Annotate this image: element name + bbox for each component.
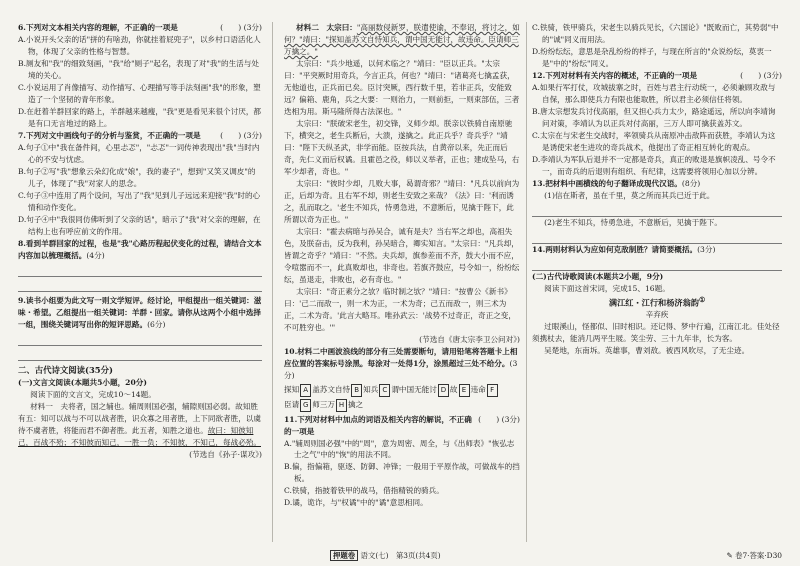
subsection-2-intro: 阅读下面这首宋词，完成15、16题。 <box>544 283 670 293</box>
q12-option-a: A.如果行军打仗，攻城拔寨之时，百姓与君主行动统一，必须兼顾攻敌与自保，那么即使兵力有限也能取胜，所以君主必须信任将领。 <box>532 82 776 104</box>
question-7 <box>18 130 262 238</box>
answer-paren[interactable]: ( ) <box>220 23 242 32</box>
material-2-p6: 太宗曰："奇正素分之欤？临时制之欤？"靖曰："按曹公《新书》曰：'己二而敌一，则一术为正，一术为奇；己五而敌一，则三术为正，二术为奇。'此言大略耳。唯孙武云：'战势不过奇正，奇正之变，不可胜穷也。'" <box>284 286 516 332</box>
q6-score: (3分) <box>243 23 262 32</box>
poem-line-1: 过眼溪山，怪都似、旧时相识。还记得、梦中行遍，江南江北。佳处径须携杖去，能消几两平生屐。笑尘劳、三十九年非，长为客。 <box>532 322 780 344</box>
answer-line[interactable] <box>18 262 262 277</box>
q10-score: (3分) <box>284 358 518 380</box>
sentence-break-row <box>284 399 520 412</box>
break-box-h[interactable]: H <box>336 399 347 412</box>
q14-score: (3分) <box>697 244 716 254</box>
break-box-g[interactable]: G <box>300 399 311 412</box>
material-1-text <box>18 401 262 449</box>
q8-score: (4分) <box>86 250 105 260</box>
q13-sentence-2: (2)老生不知兵，恃勇急进，不意断后，见擒于陛下。 <box>544 217 722 227</box>
break-box-b[interactable]: B <box>351 384 362 397</box>
sentence-break-row <box>284 384 520 397</box>
material-2-p2: 太宗曰："兵少地遥，以何术临之？"靖曰："臣以正兵。"太宗曰："平突厥时用奇兵，今言正兵，何也？"靖曰："诸葛亮七擒孟获，无他道也，正兵而已矣。臣讨突厥，西行数千里，若非正兵，安能致远？偏箱、鹿角，兵之大要：一则治力，一则前拒，一则束部伍，三者迭相为用。斯马隆所得古法深也。" <box>284 58 520 116</box>
material-1-part-a: 材料一 夫将者，国之辅也。辅周则国必强，辅隙则国必弱。故知胜有五：知可以战与不可以战者胜，识众寡之用者胜，上下同欲者胜，以虞待不虞者胜，将能而君不御者胜。此五者，知胜之道也。 <box>18 401 261 435</box>
q11-option-c: C.铁骑，指披着铁甲的战马，借指精锐的骑兵。 <box>284 486 444 496</box>
q9-score: (6分) <box>147 319 166 329</box>
answer-line[interactable] <box>18 346 262 361</box>
question-9 <box>18 295 262 361</box>
q6-option-b: B.厕友和"我"的细致刻画，"我"给"厕子"起名，表现了对"我"的生活与处境的关心。 <box>18 58 259 80</box>
q6-option-c: C.小说运用了肖像描写、动作描写、心理描写等手法刻画"我"的形象，塑造了一个坚韧的青年形象。 <box>18 82 261 104</box>
material-2-wavy-text: "高丽数侵新罗，朕遣使谕，不奉诏，将讨之，如何？"靖曰："探知盖苏文自恃知兵，谓中国无能讨，故违命。臣请师三万擒之。" <box>284 23 520 56</box>
q12-option-c: C.太宗在与宋老生交战时，率领骑兵从南原冲击敌阵而获胜，李靖认为这是诱使宋老生进攻的奇兵战术，他提出了奇正相互转化的观点。 <box>532 130 776 152</box>
q11-score: (3分) <box>501 414 520 424</box>
section-2-title: 二、古代诗文阅读(35分) <box>18 364 113 375</box>
q6-option-d: D.在赶着羊群回家的路上，羊群越来越瘦，"我"更是看见来很个讨厌，都是有口无言地过的路上。 <box>18 106 262 128</box>
answer-code <box>727 550 782 562</box>
question-12 <box>532 70 782 178</box>
q12-option-b: B.唐太宗想发兵讨伐高丽，但又担心兵力太少，路途遥远，所以向李靖询问对策，李靖认为以正兵对付高丽，三万人即可擒获盖苏文。 <box>532 106 776 128</box>
q7-score: (3分) <box>243 130 262 140</box>
q13-sentence-1: (1)信在斯者，虽在千里，莫之所而其兵已近于此。 <box>544 190 715 200</box>
material-2-p1 <box>284 22 520 58</box>
footer-page-info: 语文(七) 第3页(共4页) <box>360 551 441 561</box>
material-2-p5: 太宗曰："霍去病暗与孙吴合，诚有是夫？当右军之却也，高祖失色，及朕奋击，反为我利，孙吴暗合，卿实知言。"太宗曰："凡兵却，皆谓之奇乎？"靖曰："不然。夫兵却，旗参差而不齐，鼓大小而不应，令喧嚣而不一，此真败却也，非奇也。若旗齐鼓应，号令如一，纷纷纭纭，虽退走，非败也，必有奇也。" <box>284 226 520 284</box>
question-8 <box>18 238 262 292</box>
material-1-source: (节选自《孙子·谋攻》) <box>189 449 262 459</box>
segment-text: 探知 <box>284 385 300 395</box>
answer-line[interactable] <box>532 256 782 271</box>
material-1-part-b: 故曰：知彼知己，百战不殆；不知彼而知己，一胜一负；不知彼，不知己，每战必殆。 <box>18 425 261 447</box>
break-box-f[interactable]: F <box>487 384 498 397</box>
segment-text: 谓中国无能讨 <box>391 385 437 395</box>
break-box-c[interactable]: C <box>379 384 390 397</box>
subsection-2-title: (二)古代诗歌阅读(本题共2小题，9分) <box>532 271 664 281</box>
answer-paren[interactable]: ( ) <box>220 130 242 140</box>
poem-author: 辛弃疾 <box>645 310 669 320</box>
answer-line[interactable] <box>532 229 782 244</box>
q13-stem: 13.把材料中画横线的句子翻译成现代汉语。 <box>532 178 682 188</box>
question-11 <box>284 414 520 510</box>
question-13 <box>532 178 782 244</box>
material-2-p4: 太宗曰："彼时少却，几败大事，曷谓奇邪？"靖曰："凡兵以前向为正，后却为奇。且右军不却，则老生安致之来哉？《法》曰：'利而诱之，乱而取之。'老生不知兵，恃勇急进，不意断后，见擒于陛下，此所谓以奇为正也。" <box>284 178 520 224</box>
q7-option-c: C.句子③中连用了两个设问，写出了"我"见到儿子远远来迎接"我"时的心情和动作变化。 <box>18 190 261 212</box>
segment-text: 臣请 <box>284 400 300 410</box>
answer-paren[interactable]: ( ) <box>478 414 500 424</box>
material-2-p3: 太宗曰："朕破宋老生，初交锋，义师少却。朕亲以铁骑自南原驰下，横突之，老生兵断后，大溃，遂擒之。此正兵乎？奇兵乎？"靖曰："陛下天纵圣武，非学而能。臣按兵法，自黄帝以来，先正而后奇，先仁义而后权谲。且霍邑之役，师以义举者，正也；建成坠马，右军少却者，奇也。" <box>284 118 520 176</box>
q11-option-d: D.谲，诡诈，与"权谲"中的"谲"意思相同。 <box>284 498 428 508</box>
question-14 <box>532 244 782 271</box>
answer-line[interactable] <box>18 331 262 346</box>
answer-line[interactable] <box>18 277 262 292</box>
column-divider <box>272 22 273 542</box>
column-divider <box>526 22 527 542</box>
segment-text: 违命 <box>470 385 486 395</box>
poem-line-2: 吴楚地，东南坼。英雄事，曹刘敌。被西风吹尽，了无尘迹。 <box>544 346 750 356</box>
segment-text: 知兵 <box>363 385 379 395</box>
answer-line[interactable] <box>532 202 782 217</box>
q7-stem: 7.下列对文中画线句子的分析与鉴赏，不正确的一项是 <box>18 130 201 140</box>
q12-option-d: D.李靖认为军队后退并不一定都是奇兵，真正的败退是旗帜凌乱、号令不一，而奇兵的后退则有组织、有纪律，这需要将领用心加以分辨。 <box>532 154 776 176</box>
right-column <box>532 22 782 542</box>
q14-stem: 14.两则材料认为应如何克敌制胜？请简要概括。 <box>532 244 698 254</box>
question-10 <box>284 346 520 412</box>
subsection-1-title: (一)文言文阅读(本题共5小题，20分) <box>18 377 147 387</box>
segment-text: 盖苏文自恃 <box>312 385 351 395</box>
q12-score: (3分) <box>763 70 782 80</box>
q11-option-b: B.偏，指偏箱，驱逐、防御、冲锋；一般用于平原作战，可做战车的挡板。 <box>284 462 520 484</box>
q12-stem: 12.下列对材料有关内容的概述，不正确的一项是 <box>532 70 698 80</box>
question-6 <box>18 22 262 130</box>
q11-stem: 11.下列对材料中加点的词语及相关内容的解说，不正确的一项是 <box>284 414 472 436</box>
answer-code-text: 卷7·答案·D30 <box>735 551 782 561</box>
left-column <box>18 22 262 542</box>
segment-text: 擒之 <box>347 400 364 410</box>
answer-paren[interactable]: ( ) <box>740 70 762 80</box>
q7-option-d: D.句子④中"我很同仿佛听到了父亲的话"，暗示了"我"对父亲的理解，在结构上也有呼应前文的作用。 <box>18 214 261 236</box>
q9-stem: 9.读书小组要为此文写一则文学短评。经讨论，甲组提出一组关键词：滋味・希望。乙组提出一组关键词：羊群・回家。请你从这两个小组中选择一组，围绕关键词写出你的短评思路。 <box>18 295 262 329</box>
footer-brand: 押题卷 <box>330 550 358 561</box>
break-box-d[interactable]: D <box>438 384 449 397</box>
poem-title-text: 满江红・江行和杨济翁韵 <box>608 297 699 308</box>
break-box-e[interactable]: E <box>459 384 470 397</box>
poem-note-mark: ① <box>698 295 706 304</box>
material-2-title: 材料二 太宗曰： <box>296 23 357 32</box>
q7-option-a: A.句子①中"我在备件间，心里忐忑"，"忐忑"一词传神表现出"我"当时内心的不安与忧虑。 <box>18 142 260 164</box>
q7-option-b: B.句子②写"我"想象云朵幻化成"娘"，我的妻子"，想到"又笑又调皮"的儿子，体现了"我"对家人的思念。 <box>18 166 256 188</box>
pencil-icon: ✎ <box>726 551 733 561</box>
page-footer <box>330 550 441 562</box>
q13-score: (8分) <box>681 178 701 188</box>
q6-option-a: A.小说开头父亲的话"拼的有啥劲，你就挂着屁兜子"，以乡村口语活化人物，体现了父亲的性格与智慧。 <box>18 34 261 56</box>
poem-title <box>532 295 782 310</box>
q10-stem: 10.材料二中画波浪线的部分有三处需要断句，请用铅笔将答题卡上相应位置的答案标号涂黑。每涂对一处得1分，涂黑超过三处不给分。 <box>284 346 518 368</box>
q11-continued-d: D.纷纷纭纭，意思是杂乱纷纷的样子，与现在所言的"众说纷纭，莫衷一是"中的"纷纭"同义。 <box>532 46 772 68</box>
q11-option-a: A."辅周则国必强"中的"周"，意为周密、周全，与《出师表》"恢弘志士之气"中的"恢"的用法不同。 <box>284 438 515 460</box>
segment-text: 故 <box>449 385 458 395</box>
q11-continued-c: C.铁骑，铁甲骑兵，宋老生以骑兵见长，《六国论》"既败而亡，其势弱"中的"诚"同义而用法。 <box>532 23 779 44</box>
q8-stem: 8.看到羊群回家的过程，也是"我"心路历程起伏变化的过程，请结合文本内容加以梳理概括。 <box>18 238 262 260</box>
break-box-a[interactable]: A <box>300 384 311 397</box>
q6-stem: 6.下列对文本相关内容的理解，不正确的一项是 <box>18 23 178 32</box>
material-2-source: (节选自《唐太宗李卫公问对》) <box>419 334 520 344</box>
middle-column <box>284 22 520 542</box>
subsection-1-intro: 阅读下面的文言文，完成10～14题。 <box>30 389 156 399</box>
segment-text: 师三万 <box>312 400 335 410</box>
